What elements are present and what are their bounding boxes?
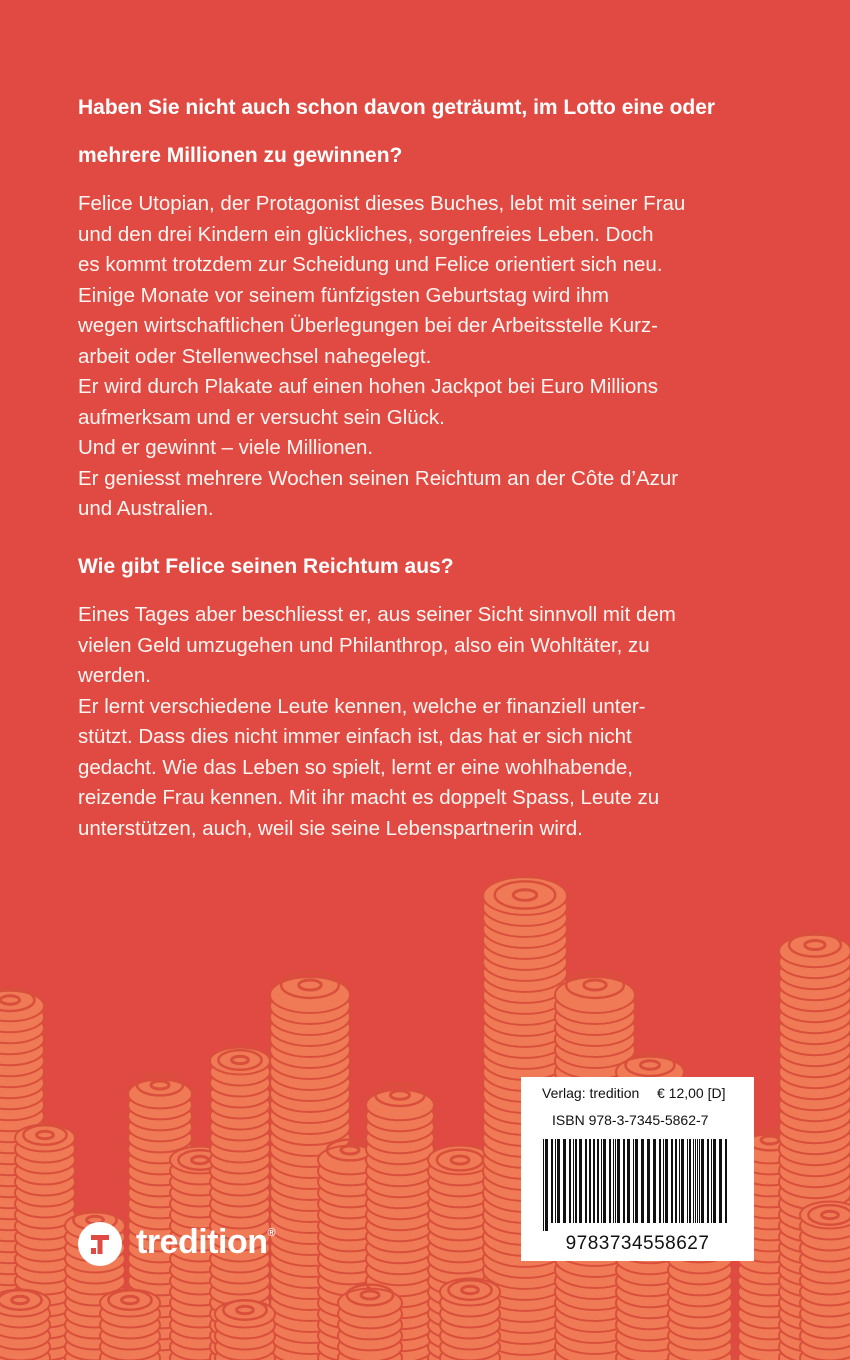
barcode-bar	[597, 1139, 599, 1223]
barcode-bar	[687, 1139, 688, 1223]
tredition-logo-icon	[78, 1222, 122, 1266]
barcode-bar	[671, 1139, 673, 1223]
section-1-body-line: arbeit oder Stellenwechsel nahegelegt.	[78, 344, 432, 368]
barcode-bar	[609, 1139, 611, 1223]
section-1-body-line: Einige Monate vor seinem fünfzigsten Geburtstag wird ihm	[78, 283, 609, 307]
barcode-bar	[659, 1139, 661, 1223]
section-2-body-line: Eines Tages aber beschliesst er, aus seiner Sicht sinnvoll mit dem	[78, 603, 676, 626]
barcode-publisher: Verlag: tredition	[542, 1085, 640, 1101]
section-1-heading	[78, 93, 778, 171]
blurb-section-1	[78, 93, 778, 525]
barcode-bars	[539, 1139, 736, 1231]
section-1-heading-line: Haben Sie nicht auch schon davon geträumt, im Lotto eine oder	[78, 96, 716, 119]
barcode-bar	[679, 1139, 680, 1223]
section-1-body-line: wegen wirtschaftlichen Überlegungen bei der Arbeitsstelle Kurz-	[78, 314, 659, 337]
coin-stack	[100, 1290, 160, 1360]
barcode-bar	[555, 1139, 556, 1223]
barcode-bar	[701, 1139, 704, 1223]
barcode-bar	[563, 1139, 566, 1223]
barcode-bar	[569, 1139, 571, 1223]
coin-stack	[800, 1202, 850, 1360]
barcode-bar	[641, 1139, 644, 1223]
section-2-body-line: stützt. Dass dies nicht immer einfach ist, das hat er sich nicht	[78, 725, 632, 748]
section-1-body-line: es kommt trotzdem zur Scheidung und Felice orientiert sich neu.	[78, 253, 663, 276]
section-2-body-line: werden.	[78, 664, 151, 687]
section-1-body	[78, 189, 778, 525]
barcode-bar	[653, 1139, 656, 1223]
section-1-body-line: aufmerksam und er versucht sein Glück.	[78, 405, 445, 429]
barcode-bar	[713, 1139, 716, 1223]
section-1-body-line: und Australien.	[78, 497, 214, 520]
barcode-digits: 9783734558627	[565, 1233, 710, 1254]
barcode-bar	[589, 1139, 591, 1223]
barcode-isbn: ISBN 978-3-7345-5862-7	[552, 1112, 709, 1128]
section-2-body-line: Er lernt verschiedene Leute kennen, welche er finanziell unter-	[78, 694, 646, 718]
barcode-bar	[545, 1139, 548, 1231]
barcode-bar	[647, 1139, 650, 1223]
barcode-bar	[719, 1139, 722, 1223]
barcode-bar	[693, 1139, 694, 1223]
registered-mark: ®	[267, 1227, 276, 1239]
barcode-bar	[623, 1139, 625, 1223]
section-2-body-line: vielen Geld umzugehen und Philanthrop, also ein Wohltäter, zu	[78, 633, 650, 657]
barcode-bar	[633, 1139, 634, 1223]
barcode-bar	[725, 1139, 727, 1223]
section-1-body-line: Er geniesst mehrere Wochen seinen Reichtum an der Côte d’Azur	[78, 466, 679, 490]
barcode-bar	[551, 1139, 553, 1223]
section-2-heading-line: Wie gibt Felice seinen Reichtum aus?	[78, 555, 454, 578]
section-2-heading	[78, 552, 778, 582]
barcode-bar	[627, 1139, 630, 1223]
logo-wordmark: tredition®	[136, 1223, 276, 1261]
section-1-body-line: Und er gewinnt – viele Millionen.	[78, 436, 374, 459]
section-2-body-line: reizende Frau kennen. Mit ihr macht es doppelt Spass, Leute zu	[78, 786, 660, 809]
barcode-bar	[593, 1139, 595, 1223]
section-2-body	[78, 600, 778, 844]
barcode-bar	[707, 1139, 709, 1223]
coin-stack	[0, 1290, 50, 1360]
section-1-body-line: Felice Utopian, der Protagonist dieses Buches, lebt mit seiner Frau	[78, 192, 686, 215]
barcode-bar	[665, 1139, 668, 1223]
barcode-bar	[601, 1139, 602, 1223]
barcode-bar	[695, 1139, 696, 1223]
section-2-body-line: gedacht. Wie das Leben so spielt, lernt er eine wohlhabende,	[78, 755, 634, 779]
section-1-body-line: und den drei Kindern ein glückliches, sorgenfreies Leben. Doch	[78, 222, 654, 246]
barcode-bar	[585, 1139, 587, 1223]
blurb-section-2	[78, 552, 778, 844]
barcode-bar	[663, 1139, 664, 1223]
barcode-bar	[543, 1139, 544, 1231]
section-1-heading-line: mehrere Millionen zu gewinnen?	[78, 144, 403, 167]
barcode-bar	[575, 1139, 577, 1223]
barcode-bar	[699, 1139, 700, 1223]
barcode-bar	[603, 1139, 606, 1223]
barcode-bar	[615, 1139, 616, 1223]
barcode-price: € 12,00 [D]	[657, 1085, 726, 1101]
barcode-bar	[557, 1139, 560, 1223]
section-1-body-line: Er wird durch Plakate auf einen hohen Jackpot bei Euro Millions	[78, 375, 659, 398]
barcode-bar	[617, 1139, 620, 1223]
barcode-bar	[675, 1139, 677, 1223]
barcode-bar	[697, 1139, 698, 1223]
coin-stack	[440, 1279, 500, 1360]
barcode-bar	[635, 1139, 638, 1223]
barcode-bar	[579, 1139, 582, 1223]
coin-stack	[338, 1285, 402, 1360]
barcode-bar	[573, 1139, 574, 1223]
section-2-body-line: unterstützen, auch, weil sie seine Lebenspartnerin wird.	[78, 816, 583, 840]
barcode-bar	[681, 1139, 684, 1223]
isbn-barcode-label	[521, 1077, 754, 1261]
barcode-bar	[689, 1139, 691, 1223]
barcode-bar	[711, 1139, 712, 1223]
barcode-bar	[613, 1139, 614, 1223]
coin-stack	[215, 1300, 275, 1360]
